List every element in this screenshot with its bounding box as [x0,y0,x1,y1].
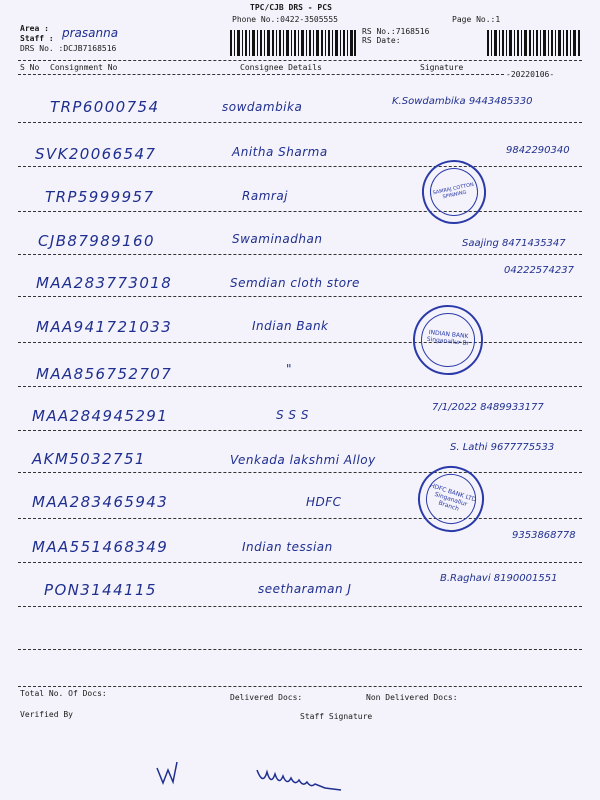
consignee-name: Anitha Sharma [232,145,328,159]
row-divider [18,166,582,167]
column-sno: S No [20,63,40,72]
column-consignee: Consignee Details [240,63,322,72]
signature-text: K.Sowdambika 9443485330 [392,96,533,107]
consignee-name: Indian Bank [252,319,329,333]
consignment-number: MAA283465943 [32,493,169,511]
row-divider [18,430,582,431]
consignee-name: Swaminadhan [232,232,323,246]
row-divider [18,296,582,297]
consignee-name: sowdambika [222,100,303,114]
consignment-number: SVK20066547 [35,145,157,163]
row-divider [18,606,582,607]
consignee-name: seetharaman J [258,582,352,596]
phone-number: Phone No.:0422-3505555 [232,15,338,24]
barcode-right [487,30,581,56]
rs-date: RS Date: [362,36,401,45]
staff-name: prasanna [62,26,119,40]
consignment-number: MAA551468349 [32,538,169,556]
signature-text: 04222574237 [504,265,574,276]
consignment-number: TRP5999957 [45,188,155,206]
row-divider [18,518,582,519]
hdfc-stamp: HDFC BANK LTD Singanallur Branch [409,457,492,540]
row-divider [18,122,582,123]
header-divider-bottom [18,74,504,75]
header-divider-top [18,60,582,61]
consignment-number: MAA284945291 [32,407,169,425]
signature-text: 9353868778 [512,530,576,541]
row-divider [18,211,582,212]
staff-signature-scribble [255,762,345,792]
barcode-left [230,30,356,56]
verified-by-label: Verified By [20,710,73,719]
consignment-number: MAA941721033 [36,318,173,336]
consignee-name: Venkada lakshmi Alloy [230,453,376,467]
signature-text: 9842290340 [506,145,570,156]
column-consignment: Consignment No [50,63,118,72]
consignee-name: " [286,362,293,376]
total-docs-label: Total No. Of Docs: [20,689,107,698]
document-title: TPC/CJB DRS - PCS [250,3,332,12]
signature-text: S. Lathi 9677775533 [450,442,555,453]
footer-divider [18,686,582,687]
row-divider [18,649,582,650]
column-signature: Signature [420,63,464,72]
row-divider [18,472,582,473]
column-date: -20220106- [506,70,555,79]
signature-text: 7/1/2022 8489933177 [432,402,544,413]
delivered-docs-label: Delivered Docs: [230,693,303,702]
consignee-name: Indian tessian [242,540,333,554]
consignment-number: CJB87989160 [38,232,155,250]
page-number: Page No.:1 [452,15,501,24]
staff-signature-label: Staff Signature [300,712,373,721]
signature-text: Saajing 8471435347 [462,238,566,249]
consignment-number: AKM5032751 [32,450,146,468]
staff-label: Staff : [20,34,54,43]
consignment-number: MAA283773018 [36,274,173,292]
verifier-signature [155,758,185,788]
consignment-number: TRP6000754 [50,98,160,116]
area-label: Area : [20,24,49,33]
row-divider [18,254,582,255]
row-divider [18,342,582,343]
row-divider [18,386,582,387]
drs-number: DRS No. :DCJB7168516 [20,44,117,53]
consignment-number: PON3144115 [44,581,157,599]
consignee-name: Semdian cloth store [230,276,360,290]
row-divider [18,562,582,563]
consignment-number: MAA856752707 [36,365,173,383]
consignee-name: S S S [276,408,309,422]
signature-text: B.Raghavi 8190001551 [440,573,558,584]
non-delivered-docs-label: Non Delivered Docs: [366,693,458,702]
bank-stamp: INDIAN BANK Singanallur Br [410,302,487,379]
company-stamp: SAMRAJ COTTON SPINNING [416,154,492,230]
rs-number: RS No.:7168516 [362,27,430,36]
consignee-name: HDFC [306,495,342,509]
consignee-name: Ramraj [242,189,289,203]
